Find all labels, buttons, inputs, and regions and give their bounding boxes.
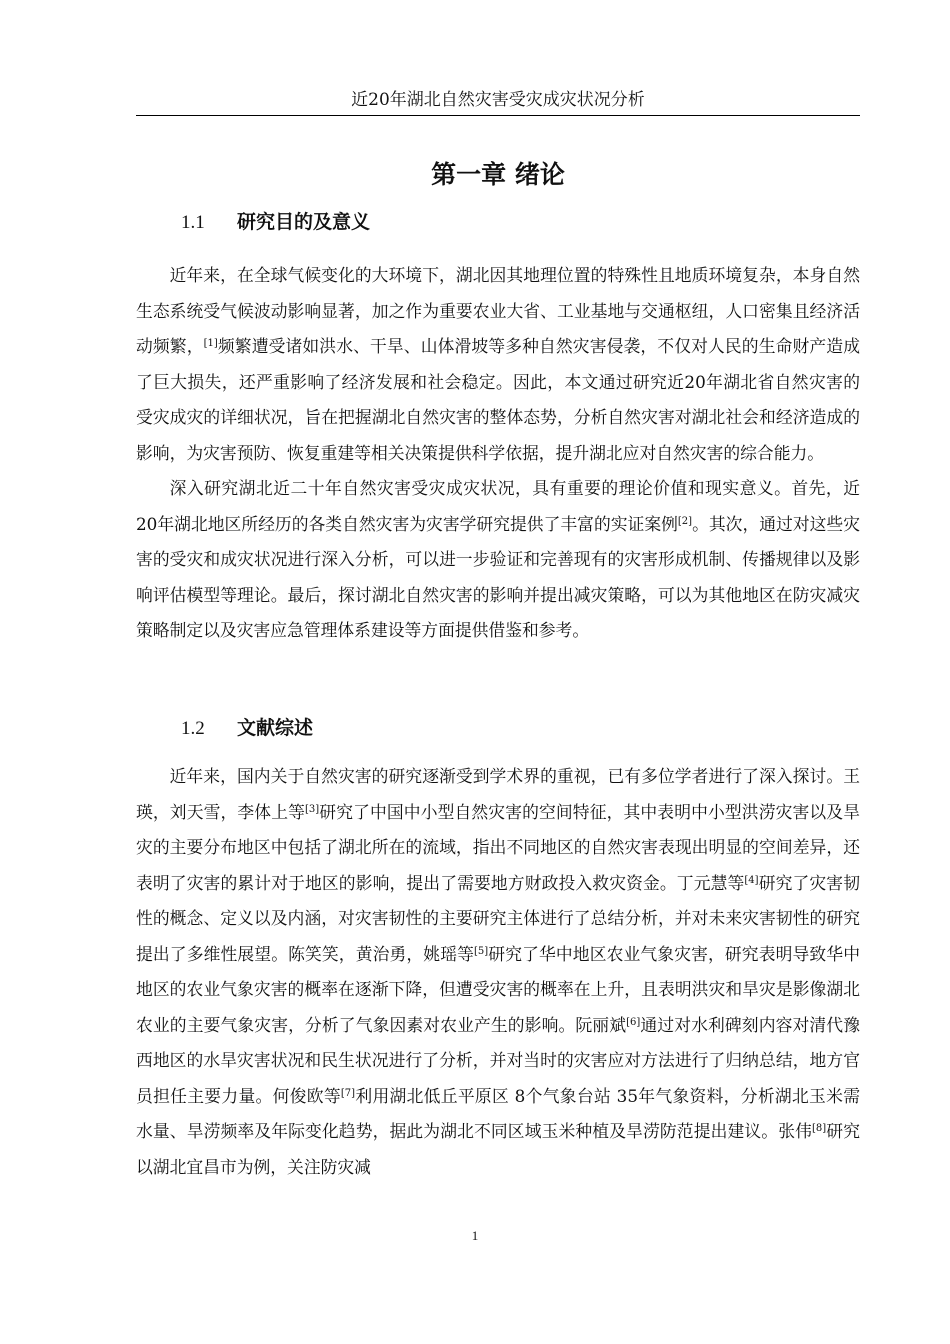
citation-ref: [5] [474, 945, 489, 957]
text-run: 。其次，通过对这些灾害的受灾和成灾状况进行深入分析，可以进一步验证和完善现有的灾害形成机制、传播规律以及影响评估模型等理论。最后，探讨湖北自然灾害的影响并提出减灾策略，可以为其他地区在防灾减灾策略制定以及灾害应急管理体系建设等方面提供借鉴和参考。 [136, 513, 860, 640]
page-number: 1 [471, 1228, 479, 1243]
paragraph [136, 471, 860, 649]
section-number: 1.2 [181, 718, 205, 739]
section-number: 1.1 [181, 212, 205, 233]
text-run: 研究了灾害韧性的概念、定义以及内涵，对灾害韧性的主要研究主体进行了总结分析，并对未来灾害韧性的研究提出了多维性展望。陈笑笑，黄治勇，姚瑶等 [136, 872, 860, 964]
section-heading-1-2 [181, 713, 313, 744]
text-run: 深入研究湖北近二十年自然灾害受灾成灾状况，具有重要的理论价值和现实意义。首先，近 20年湖北地区所经历的各类自然灾害为灾害学研究提供了丰富的实证案例 [136, 478, 860, 534]
text-run: 近年来，在全球气候变化的大环境下，湖北因其地理位置的特殊性且地质环境复杂，本身自然生态系统受气候波动影响显著，加之作为重要农业大省、工业基地与交通枢纽，人口密集且经济活动频繁， [136, 265, 860, 356]
running-title: 近20年湖北自然灾害受灾成灾状况分析 [351, 90, 645, 110]
citation-ref: [4] [744, 874, 759, 886]
citation-ref: [2] [677, 515, 693, 527]
text-run: 研究了华中地区农业气象灾害，研究表明导致华中地区的农业气象灾害的概率在逐渐下降，但遭受灾害的概率在上升，且表明洪灾和旱灾是影像湖北农业的主要气象灾害，分析了气象因素对农业产生的影响。阮丽斌 [136, 943, 860, 1035]
text-run: 研究了中国中小型自然灾害的空间特征，其中表明中小型洪涝灾害以及旱灾的主要分布地区中包括了湖北所在的流域，指出不同地区的自然灾害表现出明显的空间差异，还表明了灾害的累计对于地区的影响，提出了需要地方财政投入救灾资金。丁元慧等 [136, 801, 860, 893]
section-1-2-body [136, 759, 860, 1185]
section-title: 研究目的及意义 [237, 211, 371, 233]
citation-ref: [3] [305, 803, 320, 815]
section-title: 文献综述 [237, 717, 314, 739]
citation-ref: [7] [340, 1087, 356, 1099]
paragraph [136, 258, 860, 471]
chapter-title: 第一章 绪论 [431, 160, 565, 189]
running-header [136, 88, 860, 116]
section-heading-1-1 [181, 207, 370, 238]
text-run: 利用湖北低丘平原区 8个气象台站 35年气象资料，分析湖北玉米需水量、旱涝频率及年际变化趋势，据此为湖北不同区域玉米种植及旱涝防范提出建议。张伟 [136, 1085, 860, 1141]
citation-ref: [8] [812, 1123, 827, 1134]
paragraph [136, 759, 860, 1185]
text-run: 近年来，国内关于自然灾害的研究逐渐受到学术界的重视，已有多位学者进行了深入探讨。王瑛，刘天雪，李体上等 [136, 766, 860, 822]
citation-ref: [1] [203, 338, 218, 349]
text-run: 研究以湖北宜昌市为例，关注防灾减 [136, 1121, 860, 1177]
section-1-1-body [136, 258, 860, 649]
text-run: 通过对水利碑刻内容对清代豫西地区的水旱灾害状况和民生状况进行了分析，并对当时的灾害应对方法进行了归纳总结，地方官员担任主要力量。何俊欧等 [136, 1014, 860, 1106]
text-run: 频繁遭受诸如洪水、干旱、山体滑坡等多种自然灾害侵袭，不仅对人民的生命财产造成了巨大损失，还严重影响了经济发展和社会稳定。因此，本文通过研究近20年湖北省自然灾害的受灾成灾的详细状况，旨在把握湖北自然灾害的整体态势，分析自然灾害对湖北社会和经济造成的影响，为灾害预防、恢复重建等相关决策提供科学依据，提升湖北应对自然灾害的综合能力。 [136, 336, 860, 463]
citation-ref: [6] [626, 1016, 641, 1028]
